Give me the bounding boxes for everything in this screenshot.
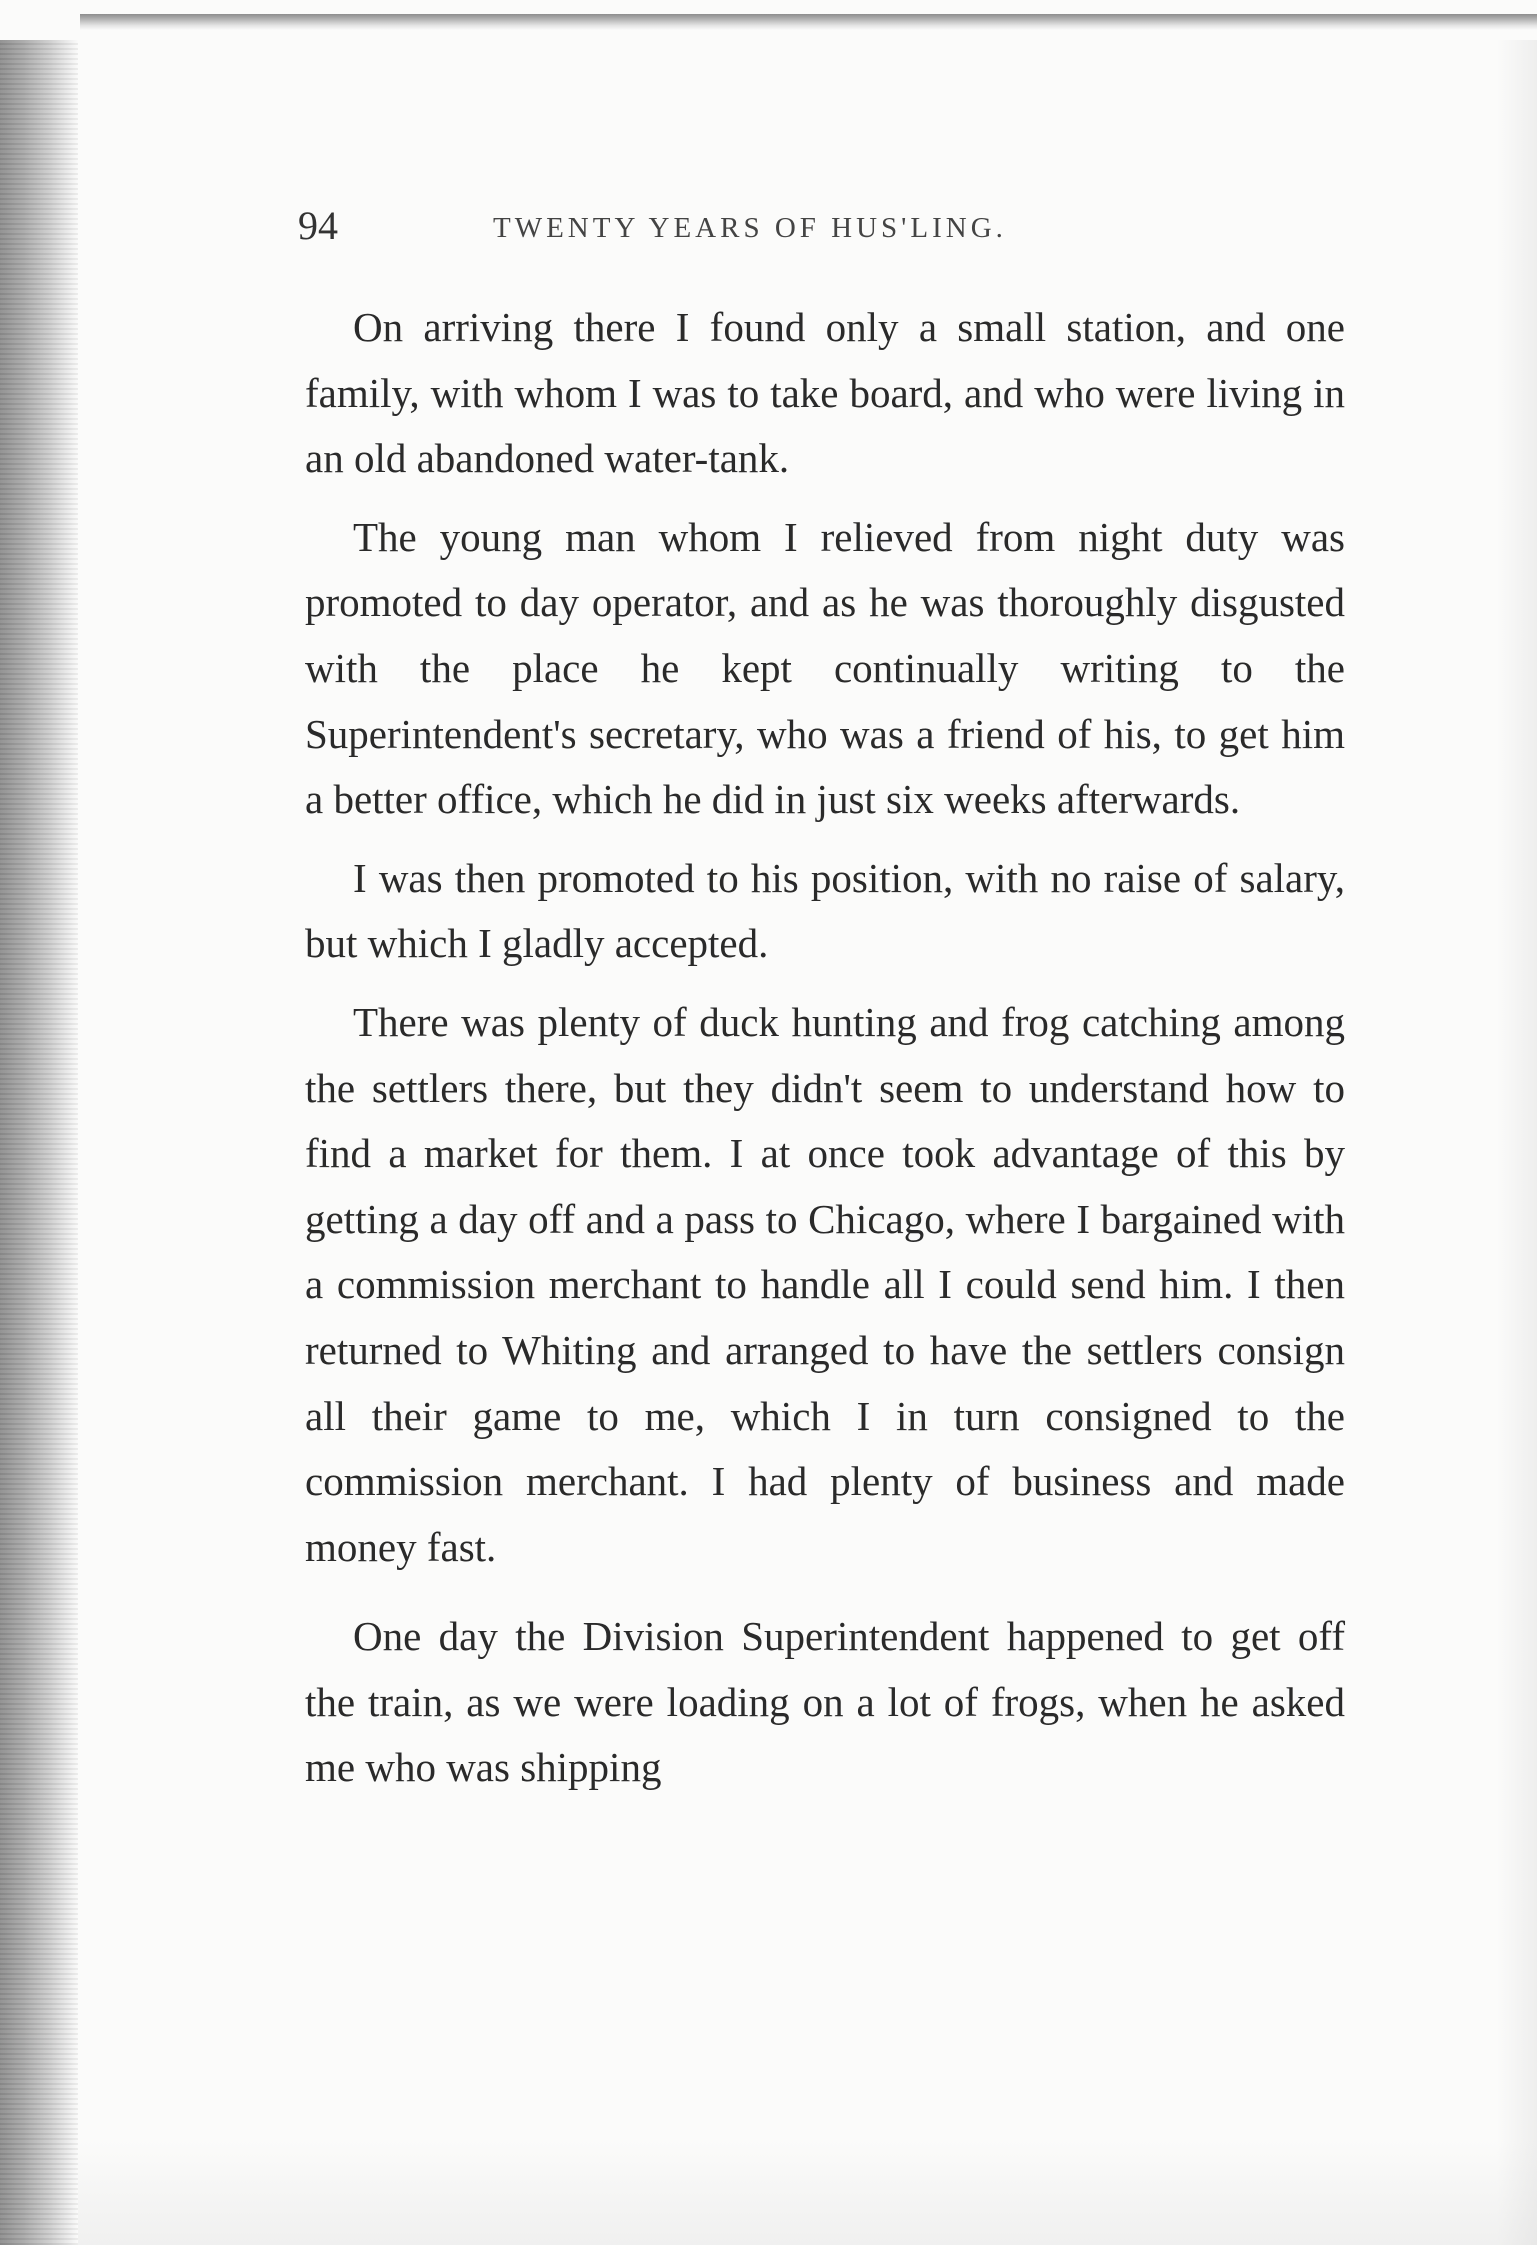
paragraph-3: I was then promoted to his position, with no raise of salary, but which I gladly accepted. bbox=[305, 854, 1345, 967]
running-header bbox=[298, 196, 1348, 266]
running-title: TWENTY YEARS OF HUS'LING. bbox=[493, 212, 1007, 244]
page-top-edge-shadow bbox=[80, 14, 1537, 30]
body-text bbox=[305, 295, 1345, 1801]
paragraph-4: There was plenty of duck hunting and frog catching among the settlers there, but they didn't seem to understand how to find a market for them. I at once took advantage of this by getting a day off and a pass to Chicago, where I bargained with a commission merchant to handle all I could send him. I then returned to Whiting and arranged to have the settlers consign all their game to me, which I in turn consigned to the commission merchant. I had plenty of business and made money fast. bbox=[305, 998, 1345, 1570]
paragraph-2: The young man whom I relieved from night duty was promoted to day operator, and as he was thoroughly disgusted with the place he kept continually writing to the Superintendent's secretary, who was a friend of his, to get him a better office, which he did in just six weeks afterwards. bbox=[305, 513, 1345, 823]
paragraph-5: One day the Division Superintendent happened to get off the train, as we were loading on a lot of frogs, when he asked me who was shipping bbox=[305, 1613, 1345, 1791]
page-bottom-edge-shade bbox=[78, 2140, 1537, 2245]
page-binding-edge-shadow bbox=[0, 40, 78, 2245]
paragraph-1: On arriving there I found only a small station, and one family, with whom I was to take board, and who were living in an old abandoned water-tank. bbox=[305, 304, 1345, 482]
page-number: 94 bbox=[298, 203, 338, 248]
page-right-edge-shade bbox=[1497, 40, 1537, 2245]
